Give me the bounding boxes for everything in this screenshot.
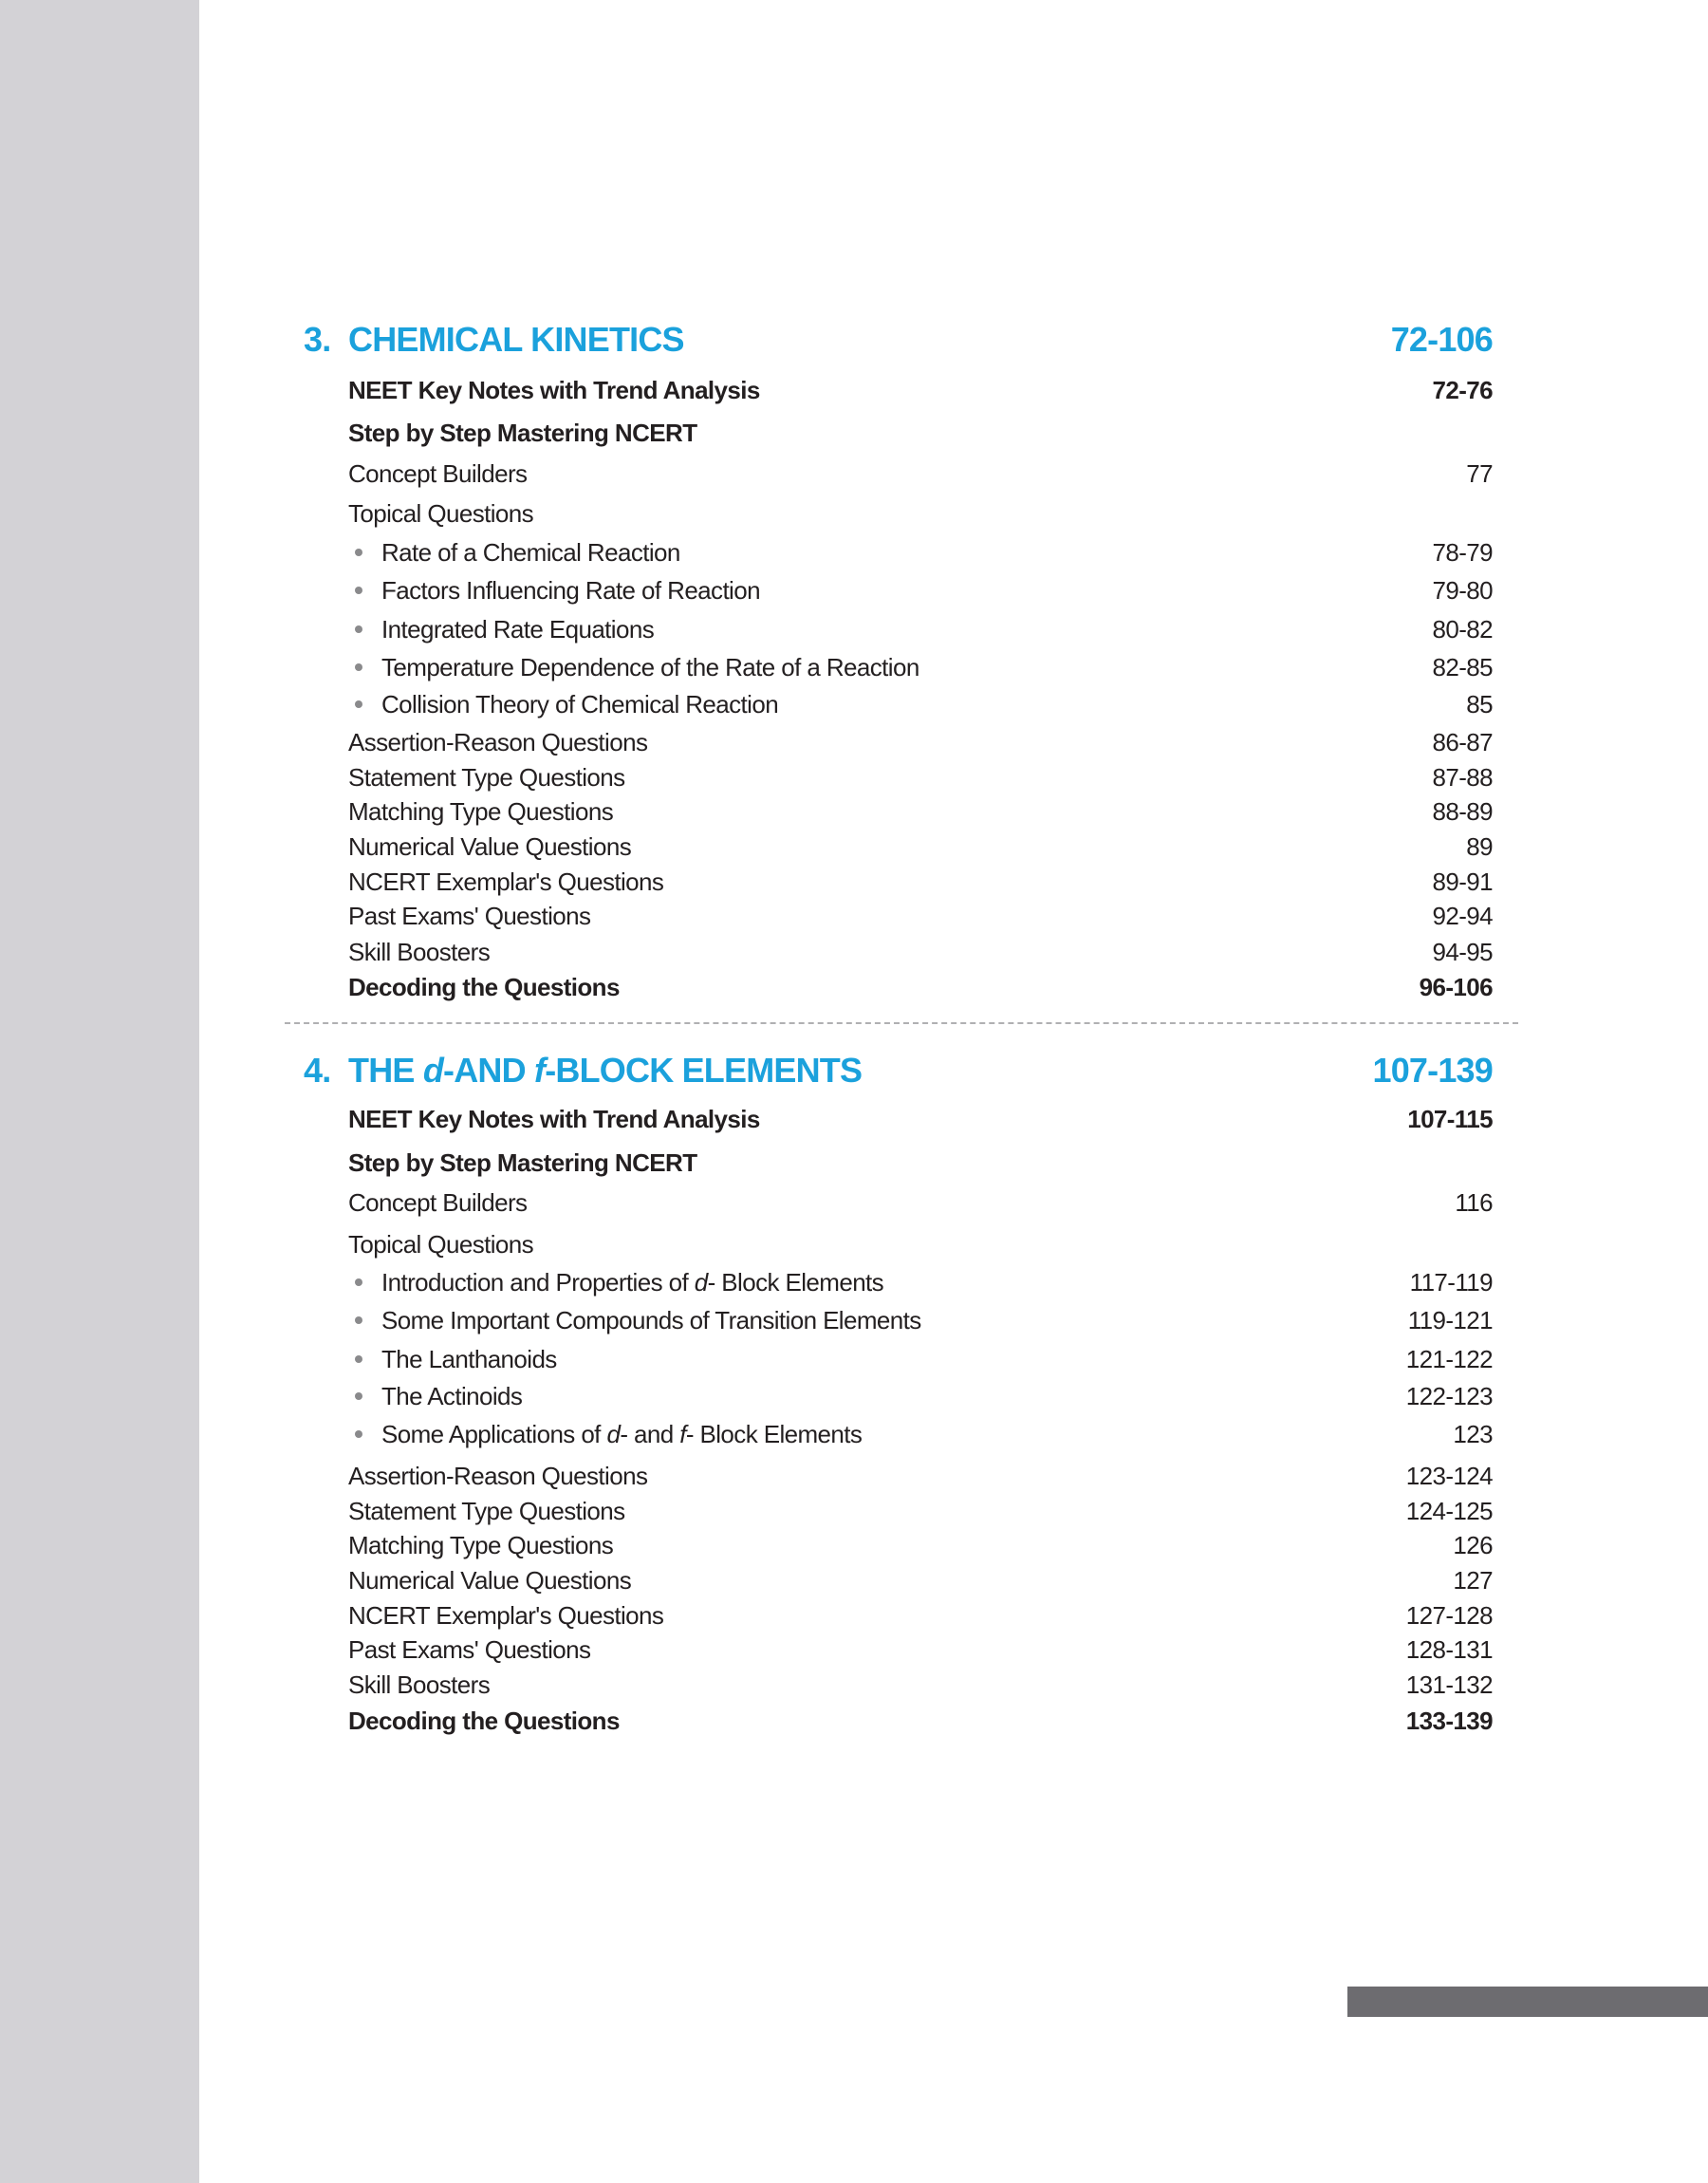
toc-entry[interactable] [348,1303,1493,1337]
bullet-icon [355,625,362,633]
bullet-icon [355,1430,362,1438]
label-part: Some Applications of [381,1419,607,1448]
toc-entry[interactable] [348,1265,1493,1299]
toc-entry-text: Integrated Rate Equations [381,614,655,644]
toc-entry[interactable] [348,1417,1493,1451]
toc-entry-label [348,499,533,529]
toc-entry-text: The Lanthanoids [381,1344,557,1373]
chapter-number: 4. [304,1051,331,1090]
toc-entry-text: Step by Step Mastering NCERT [348,1147,697,1177]
toc-entry-pages: 78-79 [1432,537,1493,567]
toc-entry-label [348,1497,625,1526]
toc-entry-label [348,797,613,827]
bullet-icon [355,1355,362,1363]
label-part: - Block Elements [685,1419,863,1448]
chapter-title-text: CHEMICAL KINETICS [348,320,684,359]
toc-entry-pages: 89 [1466,831,1493,861]
toc-entry[interactable] [348,573,1493,607]
toc-entry-pages: 92-94 [1432,901,1493,930]
toc-entry-label [348,615,654,644]
toc-entry-label [348,1420,862,1449]
toc-entry[interactable] [348,1342,1493,1376]
toc-entry-pages: 128-131 [1405,1634,1493,1664]
toc-entry-label [348,902,590,931]
title-part-italic: d [422,1051,444,1090]
toc-entry-pages: 117-119 [1409,1267,1493,1297]
toc-entry-pages: 123 [1453,1419,1493,1448]
toc-entry[interactable] [348,373,1493,407]
toc-entry[interactable] [348,899,1493,933]
toc-entry-label [348,763,625,793]
toc-entry-pages: 82-85 [1432,652,1493,681]
bullet-icon [355,587,362,594]
toc-entry-text: Collision Theory of Chemical Reaction [381,689,779,718]
chapter-heading[interactable] [304,316,1493,364]
toc-entry-pages: 124-125 [1405,1496,1493,1525]
toc-entry-text: Rate of a Chemical Reaction [381,537,680,567]
chapter-number: 3. [304,320,331,359]
toc-entry[interactable] [348,1704,1493,1738]
toc-entry-text: Numerical Value Questions [348,831,632,861]
toc-entry-pages: 107-115 [1407,1104,1493,1133]
toc-entry-text: Step by Step Mastering NCERT [348,418,697,447]
toc-entry[interactable] [348,1146,1493,1180]
toc-entry-label [348,1268,883,1297]
toc-entry-pages: 77 [1466,458,1493,488]
toc-entry-label [348,1105,760,1134]
toc-entry-pages: 116 [1455,1187,1493,1217]
toc-entry-text: Decoding the Questions [348,972,620,1001]
toc-entry[interactable] [348,1598,1493,1633]
toc-entry[interactable] [348,865,1493,899]
toc-entry-text: Factors Influencing Rate of Reaction [381,575,760,605]
toc-entry-text: Matching Type Questions [348,796,614,826]
footer-bar [1347,1987,1708,2017]
chapter-title [304,1051,862,1091]
title-part: THE [348,1051,423,1090]
toc-entry-text: NCERT Exemplar's Questions [348,867,664,896]
toc-entry-label [348,832,631,862]
bullet-icon [355,549,362,556]
toc-entry-label [348,868,663,897]
toc-entry-pages: 94-95 [1432,937,1493,966]
toc-entry[interactable] [348,1668,1493,1702]
toc-entry-label [348,459,527,489]
toc-entry-label [348,690,778,719]
bullet-icon [355,1316,362,1324]
toc-entry-text: Topical Questions [348,1229,534,1259]
toc-entry-text: Some Important Compounds of Transition Elements [381,1305,921,1334]
toc-entry[interactable] [348,970,1493,1004]
bullet-icon [355,700,362,708]
toc-entry-text: Skill Boosters [348,1670,491,1699]
toc-entry-label [348,1462,647,1491]
toc-entry-label [348,538,680,568]
bullet-icon [355,663,362,671]
label-part: - and [620,1419,680,1448]
toc-entry-label [348,576,760,606]
toc-entry[interactable] [348,830,1493,864]
toc-entry-pages: 131-132 [1405,1670,1493,1699]
toc-entry-text: NCERT Exemplar's Questions [348,1600,664,1630]
label-part-italic: d [606,1419,621,1448]
toc-entry[interactable] [348,535,1493,569]
toc-entry-pages: 121-122 [1405,1344,1493,1373]
toc-entry[interactable] [348,725,1493,759]
toc-entry-label [348,1306,921,1335]
toc-entry-pages: 123-124 [1405,1461,1493,1490]
toc-entry[interactable] [348,650,1493,684]
toc-entry-label [348,1188,527,1218]
toc-entry[interactable] [348,1379,1493,1413]
bullet-icon [355,1278,362,1286]
toc-entry-pages: 126 [1453,1530,1493,1559]
toc-entry[interactable] [348,612,1493,646]
title-part: -BLOCK ELEMENTS [545,1051,863,1090]
toc-entry-pages: 72-76 [1432,375,1493,404]
toc-entry[interactable] [348,1633,1493,1667]
toc-entry-pages: 127-128 [1405,1600,1493,1630]
chapter-pages: 72-106 [1390,320,1493,359]
toc-entry[interactable] [348,794,1493,829]
toc-entry-text: Assertion-Reason Questions [348,727,648,756]
toc-entry[interactable] [348,1227,1493,1261]
toc-entry-text: Statement Type Questions [348,1496,625,1525]
toc-entry[interactable] [348,416,1493,450]
toc-entry-text: Topical Questions [348,498,534,528]
toc-entry-pages: 122-123 [1405,1381,1493,1410]
chapter-heading[interactable] [304,1047,1493,1094]
toc-entry-text: Decoding the Questions [348,1706,620,1735]
toc-entry[interactable] [348,1563,1493,1597]
toc-entry-pages: 80-82 [1432,614,1493,644]
toc-entry-label [348,1531,613,1560]
toc-entry[interactable] [348,457,1493,491]
toc-entry[interactable] [348,1528,1493,1562]
toc-entry-pages: 86-87 [1432,727,1493,756]
toc-entry-label [348,1382,522,1411]
chapter-title [304,320,684,360]
label-part: Introduction and Properties of [381,1267,695,1297]
toc-entry[interactable] [348,1185,1493,1220]
toc-entry-text: Concept Builders [348,458,528,488]
toc-entry-text: Past Exams' Questions [348,901,591,930]
toc-entry-pages: 88-89 [1432,796,1493,826]
toc-entry-text: Past Exams' Questions [348,1634,591,1664]
label-part-italic: f [679,1419,686,1448]
toc-entry-text: Assertion-Reason Questions [348,1461,648,1490]
toc-entry-pages: 133-139 [1405,1706,1493,1735]
toc-entry-label [348,1601,663,1631]
toc-entry-label [348,1230,533,1259]
toc-entry-label [348,1345,557,1374]
toc-entry-label [348,973,620,1002]
toc-entry-text: Statement Type Questions [348,762,625,792]
toc-entry-pages: 87-88 [1432,762,1493,792]
toc-entry[interactable] [348,935,1493,969]
toc-entry-pages: 119-121 [1407,1305,1493,1334]
title-part: -AND [443,1051,535,1090]
toc-entry[interactable] [348,1102,1493,1136]
toc-entry-pages: 96-106 [1419,972,1493,1001]
toc-entry[interactable] [348,760,1493,794]
toc-entry[interactable] [348,496,1493,531]
toc-entry-pages: 89-91 [1432,867,1493,896]
toc-entry-text [381,1268,883,1297]
toc-entry-label [348,728,647,757]
toc-entry[interactable] [348,687,1493,721]
label-part: - Block Elements [707,1267,884,1297]
toc-entry-text: Skill Boosters [348,937,491,966]
chapter-pages: 107-139 [1372,1051,1493,1090]
toc-entry-text: Concept Builders [348,1187,528,1217]
toc-entry-text: The Actinoids [381,1381,523,1410]
toc-entry-text: NEET Key Notes with Trend Analysis [348,1104,760,1133]
toc-entry-text: NEET Key Notes with Trend Analysis [348,375,760,404]
toc-entry-label [348,419,696,448]
toc-entry-label [348,1566,631,1595]
toc-entry-pages: 79-80 [1432,575,1493,605]
toc-entry-pages: 127 [1453,1565,1493,1595]
toc-entry-text: Matching Type Questions [348,1530,614,1559]
toc-entry[interactable] [348,1459,1493,1493]
toc-entry-label [348,653,919,682]
toc-entry-label [348,1707,620,1736]
page-margin-band [0,0,199,2183]
toc-entry-label [348,1635,590,1665]
toc-entry[interactable] [348,1494,1493,1528]
toc-entry-label [348,1670,490,1700]
toc-entry-pages: 85 [1466,689,1493,718]
label-part-italic: d [694,1267,708,1297]
chapter-divider [285,1022,1518,1024]
toc-entry-text: Numerical Value Questions [348,1565,632,1595]
toc-entry-label [348,376,760,405]
toc-entry-text: Temperature Dependence of the Rate of a Reaction [381,652,919,681]
toc-entry-label [348,1148,696,1178]
toc-entry-label [348,938,490,967]
title-part-italic: f [534,1051,546,1090]
bullet-icon [355,1392,362,1400]
toc-entry-text [381,1420,862,1449]
